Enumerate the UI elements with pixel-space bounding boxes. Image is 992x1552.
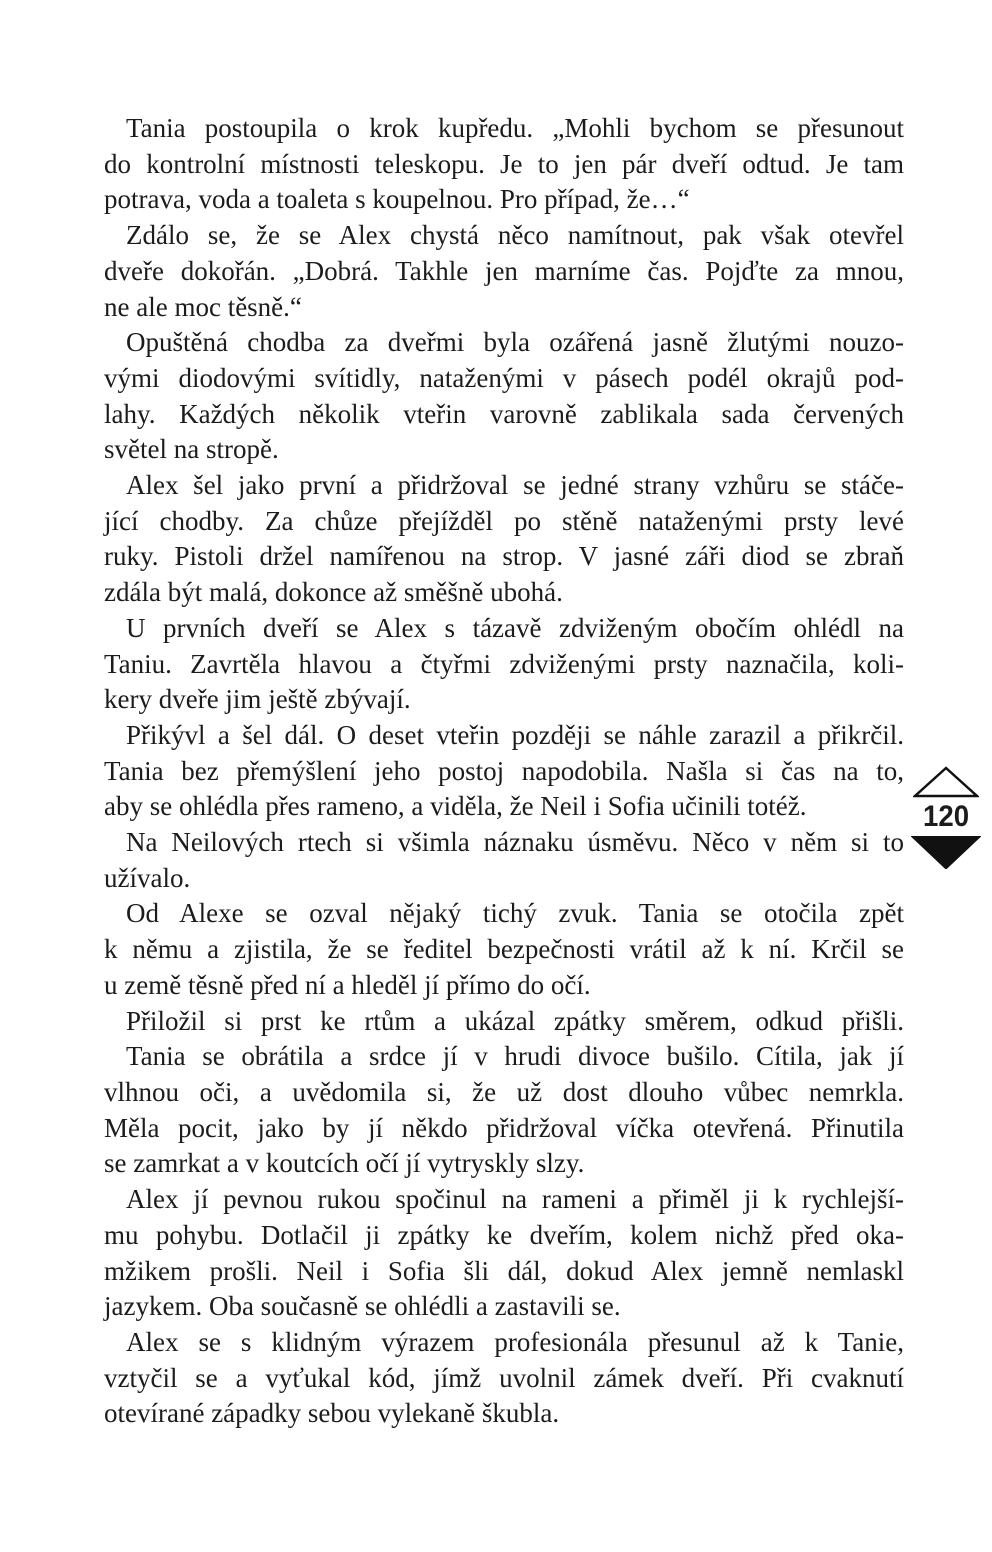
text-line: Zdálo se, že se Alex chystá něco namítnout, pak však otevřel (126, 220, 904, 251)
text-line: vlhnou oči, a uvědomila si, že už dost dlouho vůbec nemrkla. (104, 1076, 904, 1107)
text-line: aby se ohlédla přes rameno, a viděla, že Neil i Sofia učinili totéž. (104, 791, 807, 822)
paragraph (104, 1004, 904, 1040)
text-line: jící chodby. Za chůze přejížděl po stěně nataženými prsty levé (104, 505, 904, 536)
text-line: Tania postoupila o krok kupředu. „Mohli bychom se přesunout (126, 113, 904, 143)
paragraph (104, 468, 904, 611)
paragraph (104, 718, 904, 825)
text-line: Tania se obrátila a srdce jí v hrudi divoce bušilo. Cítila, jak jí (126, 1041, 904, 1072)
text-line: Alex se s klidným výrazem profesionála přesunul až k Tanie, (126, 1326, 904, 1357)
paragraph (104, 1039, 904, 1182)
page-up-icon[interactable] (913, 766, 979, 798)
text-line: jazykem. Oba současně se ohlédli a zastavili se. (104, 1291, 621, 1322)
text-line: Přikývl a šel dál. O deset vteřin později se náhle zarazil a přikrčil. (126, 719, 904, 750)
text-line: mu pohybu. Dotlačil ji zpátky ke dveřím, kolem nichž před oka- (104, 1219, 904, 1250)
text-line: zdála být malá, dokonce až směšně ubohá. (104, 577, 563, 608)
text-line: Taniu. Zavrtěla hlavou a čtyřmi zdviženými prsty naznačila, koli- (104, 648, 904, 679)
paragraph (104, 325, 904, 468)
paragraph (104, 218, 904, 325)
text-block (104, 111, 904, 1432)
paragraph (104, 1325, 904, 1432)
paragraph (104, 825, 904, 896)
text-line: Tania bez přemýšlení jeho postoj napodobila. Našla si čas na to, (104, 755, 904, 786)
paragraph (104, 111, 904, 218)
text-line: do kontrolní místnosti teleskopu. Je to jen pár dveří odtud. Je tam (104, 148, 904, 179)
text-line: vými diodovými svítidly, nataženými v pásech podél okrajů pod- (104, 362, 904, 393)
page-navigator (906, 766, 986, 869)
text-line: Alex jí pevnou rukou spočinul na rameni a přiměl ji k rychlejší- (126, 1184, 904, 1215)
text-line: Přiložil si prst ke rtům a ukázal zpátky směrem, odkud přišli. (126, 1005, 904, 1036)
text-line: užívalo. (104, 862, 191, 893)
text-line: Od Alexe se ozval nějaký tichý zvuk. Tania se otočila zpět (126, 898, 904, 929)
text-line: kery dveře jim ještě zbývají. (104, 684, 411, 715)
text-line: Alex šel jako první a přidržoval se jedné strany vzhůru se stáče- (126, 470, 904, 501)
text-line: U prvních dveří se Alex s tázavě zdviženým obočím ohlédl na (126, 612, 904, 643)
text-line: k němu a zjistila, že se ředitel bezpečnosti vrátil až k ní. Krčil se (104, 934, 904, 965)
paragraph (104, 611, 904, 718)
text-line: Opuštěná chodba za dveřmi byla ozářená jasně žlutými nouzo- (126, 327, 904, 358)
paragraph (104, 896, 904, 1003)
text-line: ruky. Pistoli držel namířenou na strop. V jasné záři diod se zbraň (104, 541, 904, 572)
page-number: 120 (922, 800, 970, 833)
text-line: ne ale moc těsně.“ (104, 291, 302, 322)
paragraph (104, 1182, 904, 1325)
text-line: světel na stropě. (104, 434, 279, 465)
text-line: lahy. Každých několik vteřin varovně zablikala sada červených (104, 398, 904, 429)
text-line: otevírané západky sebou vylekaně škubla. (104, 1398, 560, 1429)
text-line: u země těsně před ní a hleděl jí přímo do očí. (104, 969, 591, 1000)
text-line: se zamrkat a v koutcích očí jí vytryskly slzy. (104, 1148, 585, 1179)
page-down-icon[interactable] (911, 836, 981, 869)
text-line: vztyčil se a vyťukal kód, jímž uvolnil zámek dveří. Při cvaknutí (104, 1362, 904, 1393)
text-line: mžikem prošli. Neil i Sofia šli dál, dokud Alex jemně nemlaskl (104, 1255, 904, 1286)
text-line: dveře dokořán. „Dobrá. Takhle jen marníme čas. Pojďte za mnou, (104, 255, 904, 286)
text-line: Na Neilových rtech si všimla náznaku úsměvu. Něco v něm si to (126, 827, 904, 858)
text-line: potrava, voda a toaleta s koupelnou. Pro případ, že…“ (104, 184, 690, 215)
text-line: Měla pocit, jako by jí někdo přidržoval víčka otevřená. Přinutila (104, 1112, 904, 1143)
